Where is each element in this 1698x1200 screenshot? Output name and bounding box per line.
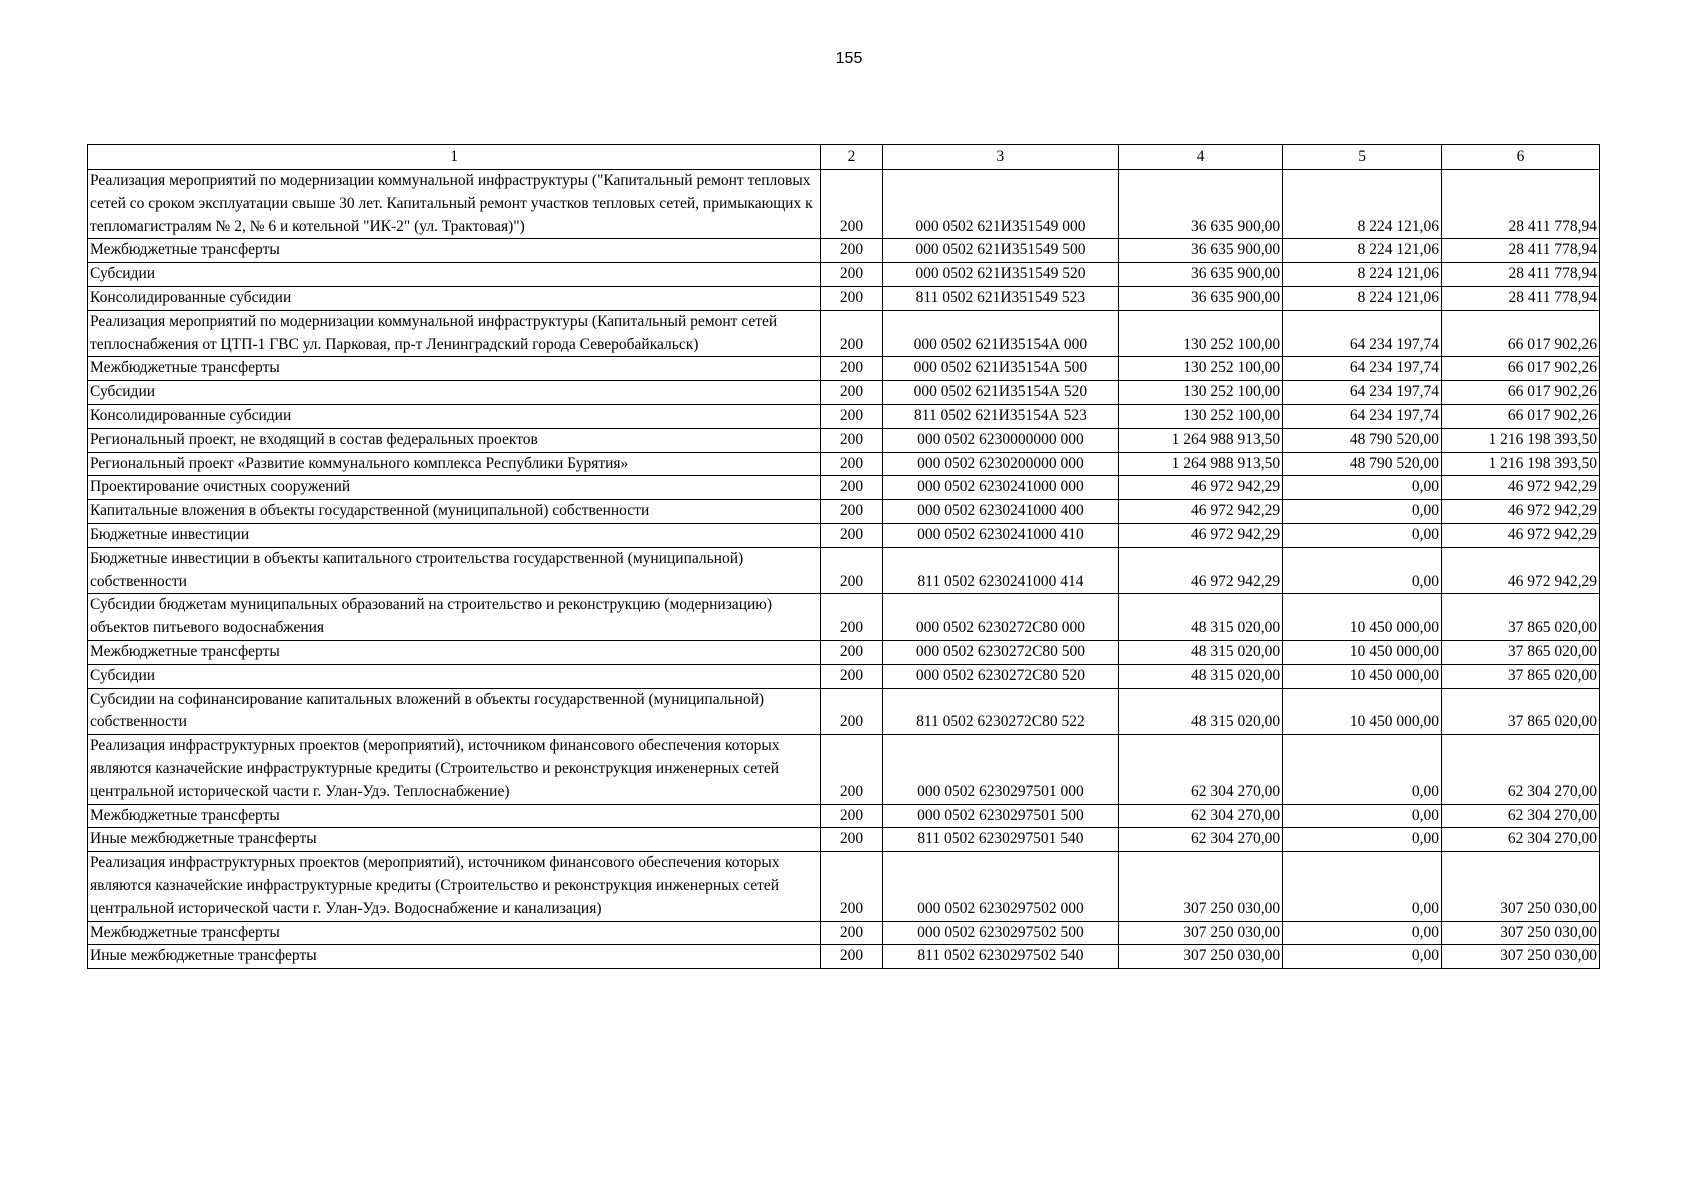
table-row: [88, 452, 1600, 476]
executed-amount-cell: 0,00: [1283, 735, 1442, 804]
remaining-amount-cell: 307 250 030,00: [1442, 921, 1600, 945]
line-code-cell: 200: [821, 170, 882, 239]
executed-amount-cell: 10 450 000,00: [1283, 640, 1442, 664]
line-code-cell: 200: [821, 828, 882, 852]
approved-amount-cell: 48 315 020,00: [1119, 594, 1283, 641]
budget-classification-code-cell: 000 0502 621И35154А 000: [882, 310, 1118, 357]
executed-amount-cell: 0,00: [1283, 476, 1442, 500]
column-header: 4: [1119, 145, 1283, 170]
executed-amount-cell: 8 224 121,06: [1283, 170, 1442, 239]
remaining-amount-cell: 66 017 902,26: [1442, 404, 1600, 428]
table-row: [88, 476, 1600, 500]
line-code-cell: 200: [821, 263, 882, 287]
executed-amount-cell: 0,00: [1283, 500, 1442, 524]
approved-amount-cell: 130 252 100,00: [1119, 357, 1283, 381]
budget-classification-code-cell: 000 0502 6230241000 410: [882, 523, 1118, 547]
table-row: [88, 357, 1600, 381]
table-row: [88, 945, 1600, 969]
table-row: [88, 523, 1600, 547]
approved-amount-cell: 307 250 030,00: [1119, 945, 1283, 969]
table-body: [88, 145, 1600, 969]
budget-classification-code-cell: 811 0502 6230241000 414: [882, 547, 1118, 594]
executed-amount-cell: 0,00: [1283, 804, 1442, 828]
executed-amount-cell: 0,00: [1283, 852, 1442, 921]
budget-classification-code-cell: 000 0502 621И351549 520: [882, 263, 1118, 287]
row-name-cell: Межбюджетные трансферты: [88, 804, 821, 828]
budget-classification-code-cell: 811 0502 6230272С80 522: [882, 688, 1118, 735]
budget-execution-table: [87, 144, 1600, 969]
line-code-cell: 200: [821, 640, 882, 664]
budget-classification-code-cell: 000 0502 6230272С80 000: [882, 594, 1118, 641]
approved-amount-cell: 48 315 020,00: [1119, 640, 1283, 664]
line-code-cell: 200: [821, 239, 882, 263]
line-code-cell: 200: [821, 404, 882, 428]
table-row: [88, 310, 1600, 357]
row-name-cell: Субсидии на софинансирование капитальных вложений в объекты государственной (муниципальной) собственности: [88, 688, 821, 735]
executed-amount-cell: 64 234 197,74: [1283, 357, 1442, 381]
approved-amount-cell: 1 264 988 913,50: [1119, 452, 1283, 476]
remaining-amount-cell: 37 865 020,00: [1442, 688, 1600, 735]
approved-amount-cell: 307 250 030,00: [1119, 852, 1283, 921]
row-name-cell: Консолидированные субсидии: [88, 286, 821, 310]
line-code-cell: 200: [821, 852, 882, 921]
row-name-cell: Субсидии: [88, 263, 821, 287]
line-code-cell: 200: [821, 921, 882, 945]
header-row: [88, 145, 1600, 170]
table-row: [88, 500, 1600, 524]
budget-classification-code-cell: 000 0502 6230297502 000: [882, 852, 1118, 921]
budget-classification-code-cell: 000 0502 621И351549 500: [882, 239, 1118, 263]
budget-classification-code-cell: 000 0502 6230272С80 500: [882, 640, 1118, 664]
remaining-amount-cell: 28 411 778,94: [1442, 263, 1600, 287]
row-name-cell: Бюджетные инвестиции в объекты капитального строительства государственной (муниципальной) собственности: [88, 547, 821, 594]
budget-classification-code-cell: 811 0502 6230297501 540: [882, 828, 1118, 852]
row-name-cell: Бюджетные инвестиции: [88, 523, 821, 547]
row-name-cell: Капитальные вложения в объекты государственной (муниципальной) собственности: [88, 500, 821, 524]
table-row: [88, 735, 1600, 804]
executed-amount-cell: 8 224 121,06: [1283, 263, 1442, 287]
budget-classification-code-cell: 000 0502 6230241000 400: [882, 500, 1118, 524]
row-name-cell: Реализация инфраструктурных проектов (мероприятий), источником финансового обеспечения которых являются казначейские инфраструктурные кредиты (Строительство и реконструкция инженерных сетей центральной исторической части г. Улан-Удэ. Водоснабжение и канализация): [88, 852, 821, 921]
approved-amount-cell: 36 635 900,00: [1119, 170, 1283, 239]
remaining-amount-cell: 37 865 020,00: [1442, 640, 1600, 664]
table-row: [88, 921, 1600, 945]
budget-classification-code-cell: 811 0502 621И35154А 523: [882, 404, 1118, 428]
approved-amount-cell: 307 250 030,00: [1119, 921, 1283, 945]
line-code-cell: 200: [821, 688, 882, 735]
line-code-cell: 200: [821, 476, 882, 500]
budget-classification-code-cell: 000 0502 6230297502 500: [882, 921, 1118, 945]
remaining-amount-cell: 28 411 778,94: [1442, 239, 1600, 263]
executed-amount-cell: 48 790 520,00: [1283, 428, 1442, 452]
line-code-cell: 200: [821, 357, 882, 381]
table-row: [88, 286, 1600, 310]
table-row: [88, 170, 1600, 239]
budget-classification-code-cell: 000 0502 621И351549 000: [882, 170, 1118, 239]
approved-amount-cell: 36 635 900,00: [1119, 239, 1283, 263]
row-name-cell: Консолидированные субсидии: [88, 404, 821, 428]
row-name-cell: Межбюджетные трансферты: [88, 921, 821, 945]
executed-amount-cell: 0,00: [1283, 547, 1442, 594]
line-code-cell: 200: [821, 547, 882, 594]
approved-amount-cell: 48 315 020,00: [1119, 664, 1283, 688]
remaining-amount-cell: 28 411 778,94: [1442, 286, 1600, 310]
table-row: [88, 664, 1600, 688]
approved-amount-cell: 130 252 100,00: [1119, 404, 1283, 428]
approved-amount-cell: 1 264 988 913,50: [1119, 428, 1283, 452]
row-name-cell: Реализация мероприятий по модернизации коммунальной инфраструктуры (Капитальный ремонт сетей теплоснабжения от ЦТП-1 ГВС ул. Парковая, пр-т Ленинградский города Северобайкальск): [88, 310, 821, 357]
remaining-amount-cell: 307 250 030,00: [1442, 852, 1600, 921]
approved-amount-cell: 130 252 100,00: [1119, 310, 1283, 357]
table-row: [88, 852, 1600, 921]
remaining-amount-cell: 307 250 030,00: [1442, 945, 1600, 969]
budget-classification-code-cell: 000 0502 6230241000 000: [882, 476, 1118, 500]
budget-classification-code-cell: 000 0502 6230297501 000: [882, 735, 1118, 804]
budget-classification-code-cell: 000 0502 6230297501 500: [882, 804, 1118, 828]
table-row: [88, 640, 1600, 664]
table-row: [88, 828, 1600, 852]
column-header: 2: [821, 145, 882, 170]
column-header: 3: [882, 145, 1118, 170]
line-code-cell: 200: [821, 664, 882, 688]
executed-amount-cell: 10 450 000,00: [1283, 664, 1442, 688]
executed-amount-cell: 64 234 197,74: [1283, 381, 1442, 405]
budget-classification-code-cell: 811 0502 6230297502 540: [882, 945, 1118, 969]
executed-amount-cell: 10 450 000,00: [1283, 688, 1442, 735]
approved-amount-cell: 36 635 900,00: [1119, 286, 1283, 310]
row-name-cell: Реализация инфраструктурных проектов (мероприятий), источником финансового обеспечения которых являются казначейские инфраструктурные кредиты (Строительство и реконструкция инженерных сетей центральной исторической части г. Улан-Удэ. Теплоснабжение): [88, 735, 821, 804]
remaining-amount-cell: 62 304 270,00: [1442, 735, 1600, 804]
table-row: [88, 594, 1600, 641]
budget-classification-code-cell: 000 0502 621И35154А 520: [882, 381, 1118, 405]
executed-amount-cell: 8 224 121,06: [1283, 239, 1442, 263]
row-name-cell: Реализация мероприятий по модернизации коммунальной инфраструктуры ("Капитальный ремонт тепловых сетей со сроком эксплуатации свыше 30 лет. Капитальный ремонт участков тепловых сетей, примыкающих к тепломагистралям № 2, № 6 и котельной "ИК-2" (ул. Трактовая)"): [88, 170, 821, 239]
budget-classification-code-cell: 811 0502 621И351549 523: [882, 286, 1118, 310]
executed-amount-cell: 8 224 121,06: [1283, 286, 1442, 310]
table-row: [88, 239, 1600, 263]
line-code-cell: 200: [821, 286, 882, 310]
row-name-cell: Субсидии бюджетам муниципальных образований на строительство и реконструкцию (модернизацию) объектов питьевого водоснабжения: [88, 594, 821, 641]
remaining-amount-cell: 62 304 270,00: [1442, 828, 1600, 852]
remaining-amount-cell: 1 216 198 393,50: [1442, 428, 1600, 452]
line-code-cell: 200: [821, 452, 882, 476]
remaining-amount-cell: 46 972 942,29: [1442, 523, 1600, 547]
line-code-cell: 200: [821, 428, 882, 452]
table-row: [88, 688, 1600, 735]
approved-amount-cell: 36 635 900,00: [1119, 263, 1283, 287]
executed-amount-cell: 0,00: [1283, 523, 1442, 547]
remaining-amount-cell: 37 865 020,00: [1442, 594, 1600, 641]
approved-amount-cell: 46 972 942,29: [1119, 476, 1283, 500]
executed-amount-cell: 64 234 197,74: [1283, 310, 1442, 357]
row-name-cell: Межбюджетные трансферты: [88, 640, 821, 664]
remaining-amount-cell: 37 865 020,00: [1442, 664, 1600, 688]
row-name-cell: Проектирование очистных сооружений: [88, 476, 821, 500]
remaining-amount-cell: 46 972 942,29: [1442, 476, 1600, 500]
row-name-cell: Субсидии: [88, 664, 821, 688]
row-name-cell: Межбюджетные трансферты: [88, 239, 821, 263]
approved-amount-cell: 46 972 942,29: [1119, 523, 1283, 547]
remaining-amount-cell: 66 017 902,26: [1442, 381, 1600, 405]
executed-amount-cell: 0,00: [1283, 945, 1442, 969]
line-code-cell: 200: [821, 945, 882, 969]
remaining-amount-cell: 28 411 778,94: [1442, 170, 1600, 239]
line-code-cell: 200: [821, 735, 882, 804]
line-code-cell: 200: [821, 381, 882, 405]
row-name-cell: Иные межбюджетные трансферты: [88, 945, 821, 969]
row-name-cell: Иные межбюджетные трансферты: [88, 828, 821, 852]
budget-classification-code-cell: 000 0502 6230272С80 520: [882, 664, 1118, 688]
column-header: 1: [88, 145, 821, 170]
approved-amount-cell: 46 972 942,29: [1119, 547, 1283, 594]
table-row: [88, 263, 1600, 287]
approved-amount-cell: 62 304 270,00: [1119, 804, 1283, 828]
budget-classification-code-cell: 000 0502 6230200000 000: [882, 452, 1118, 476]
budget-classification-code-cell: 000 0502 6230000000 000: [882, 428, 1118, 452]
approved-amount-cell: 62 304 270,00: [1119, 828, 1283, 852]
row-name-cell: Межбюджетные трансферты: [88, 357, 821, 381]
line-code-cell: 200: [821, 310, 882, 357]
remaining-amount-cell: 46 972 942,29: [1442, 547, 1600, 594]
remaining-amount-cell: 66 017 902,26: [1442, 310, 1600, 357]
approved-amount-cell: 48 315 020,00: [1119, 688, 1283, 735]
table-row: [88, 404, 1600, 428]
page-number: 155: [835, 50, 863, 67]
budget-classification-code-cell: 000 0502 621И35154А 500: [882, 357, 1118, 381]
approved-amount-cell: 62 304 270,00: [1119, 735, 1283, 804]
row-name-cell: Региональный проект, не входящий в состав федеральных проектов: [88, 428, 821, 452]
executed-amount-cell: 0,00: [1283, 921, 1442, 945]
line-code-cell: 200: [821, 523, 882, 547]
table-row: [88, 547, 1600, 594]
column-header: 5: [1283, 145, 1442, 170]
table-row: [88, 804, 1600, 828]
row-name-cell: Региональный проект «Развитие коммунального комплекса Республики Бурятия»: [88, 452, 821, 476]
executed-amount-cell: 10 450 000,00: [1283, 594, 1442, 641]
executed-amount-cell: 0,00: [1283, 828, 1442, 852]
approved-amount-cell: 46 972 942,29: [1119, 500, 1283, 524]
executed-amount-cell: 64 234 197,74: [1283, 404, 1442, 428]
table-row: [88, 428, 1600, 452]
line-code-cell: 200: [821, 500, 882, 524]
executed-amount-cell: 48 790 520,00: [1283, 452, 1442, 476]
line-code-cell: 200: [821, 804, 882, 828]
remaining-amount-cell: 46 972 942,29: [1442, 500, 1600, 524]
row-name-cell: Субсидии: [88, 381, 821, 405]
approved-amount-cell: 130 252 100,00: [1119, 381, 1283, 405]
remaining-amount-cell: 66 017 902,26: [1442, 357, 1600, 381]
column-header: 6: [1442, 145, 1600, 170]
remaining-amount-cell: 62 304 270,00: [1442, 804, 1600, 828]
line-code-cell: 200: [821, 594, 882, 641]
table-row: [88, 381, 1600, 405]
remaining-amount-cell: 1 216 198 393,50: [1442, 452, 1600, 476]
